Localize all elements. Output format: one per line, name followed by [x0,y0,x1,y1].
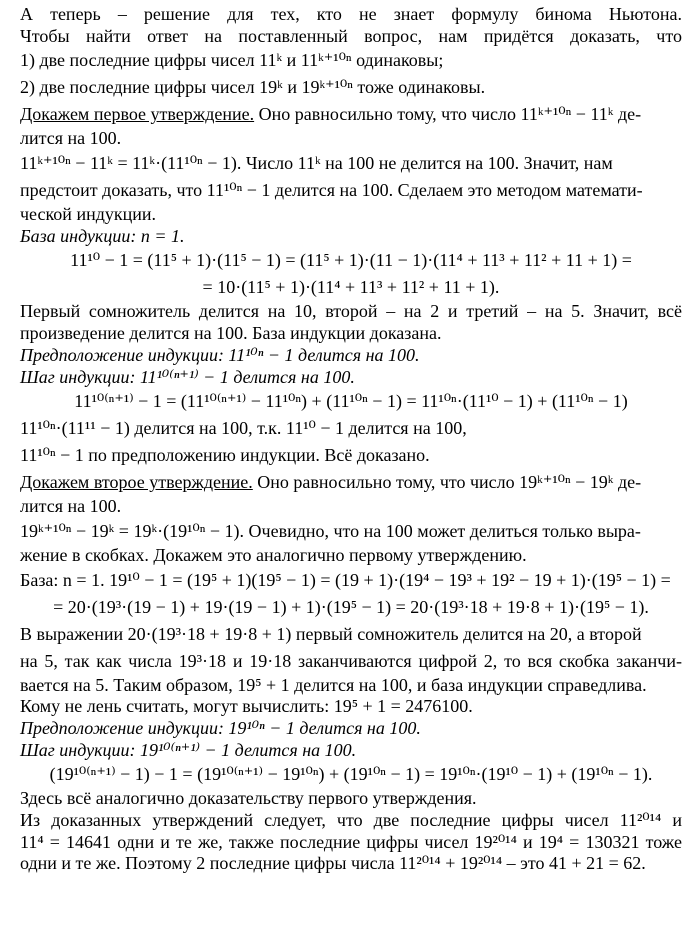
line-31: Шаг индукции: 19¹⁰⁽ⁿ⁺¹⁾ − 1 делится на 100. [20,739,357,760]
line-36: одни и те же. Поэтому 2 последние цифры числа 11²⁰¹⁴ + 19²⁰¹⁴ – это 41 + 21 = 62. [20,853,646,874]
line-9: ческой индукции. [20,204,157,225]
line-22: 19ᵏ⁺¹⁰ⁿ − 19ᵏ = 19ᵏ·(19¹⁰ⁿ − 1). Очевидно, что на 100 может делиться только выра- [20,520,641,541]
line-3: 1) две последние цифры чисел 11ᵏ и 11ᵏ⁺¹⁰ⁿ одинаковы; [20,50,444,71]
line-14: произведение делится на 100. База индукции доказана. [20,323,442,344]
line-5 [20,101,682,128]
line-8: предстоит доказать, что 11¹⁰ⁿ − 1 делится на 100. Сделаем это методом математи- [20,180,643,201]
claim-1-heading: Докажем первое утверждение. [20,104,255,125]
line-16: Шаг индукции: 11¹⁰⁽ⁿ⁺¹⁾ − 1 делится на 100. [20,366,355,387]
line-28: вается на 5. Таким образом, 19⁵ + 1 делится на 100, и база индукции справедлива. [20,674,647,695]
formula-2: = 10·(11⁵ + 1)·(11⁴ + 11³ + 11² + 11 + 1). [202,277,500,298]
line-34: Из доказанных утверждений следует, что две последние цифры чисел 11²⁰¹⁴ и [20,810,682,830]
line-26: В выражении 20·(19³·18 + 19·8 + 1) первый сомножитель делится на 20, а второй [20,623,642,644]
line-15: Предположение индукции: 11¹⁰ⁿ − 1 делится на 100. [20,344,420,365]
formula-5: = 20·(19³·(19 − 1) + 19·(19 − 1) + 1)·(19⁵ − 1) = 20·(19³·18 + 19·8 + 1)·(19⁵ − 1). [53,596,649,617]
line-30: Предположение индукции: 19¹⁰ⁿ − 1 делится на 100. [20,717,421,738]
claim-2-heading: Докажем второе утверждение. [20,472,253,493]
line-4: 2) две последние цифры чисел 19ᵏ и 19ᵏ⁺¹⁰ⁿ тоже одинаковы. [20,77,486,98]
formula-3: 11¹⁰⁽ⁿ⁺¹⁾ − 1 = (11¹⁰⁽ⁿ⁺¹⁾ − 11¹⁰ⁿ) + (11¹⁰ⁿ − 1) = 11¹⁰ⁿ·(11¹⁰ − 1) + (11¹⁰ⁿ − 1) [74,391,628,412]
line-2: Чтобы найти ответ на поставленный вопрос, нам придётся доказать, что [20,25,682,46]
claim-2-text: Оно равносильно тому, что число 19ᵏ⁺¹⁰ⁿ − 19ᵏ де- [252,472,642,493]
line-20 [20,469,682,496]
line-10: База индукции: n = 1. [20,225,185,246]
formula-1: 11¹⁰ − 1 = (11⁵ + 1)·(11⁵ − 1) = (11⁵ + 1)·(11 − 1)·(11⁴ + 11³ + 11² + 11 + 1) = [70,250,632,271]
formula-4: База: n = 1. 19¹⁰ − 1 = (19⁵ + 1)(19⁵ − 1) = (19 + 1)·(19⁴ − 19³ + 19² − 19 + 1)·(19⁵ − 1) = [20,569,671,590]
line-1: А теперь – решение для тех, кто не знает формулу бинома Ньютона. [20,4,682,24]
line-21: лится на 100. [20,496,122,517]
line-19: 11¹⁰ⁿ − 1 по предположению индукции. Всё доказано. [20,445,430,466]
line-27: на 5, так как числа 19³·18 и 19·18 заканчиваются цифрой 2, то вся скобка заканчи- [20,650,682,671]
line-13: Первый сомножитель делится на 10, второй – на 2 и третий – на 5. Значит, всё [20,301,682,322]
line-7: 11ᵏ⁺¹⁰ⁿ − 11ᵏ = 11ᵏ·(11¹⁰ⁿ − 1). Число 11ᵏ на 100 не делится на 100. Значит, нам [20,153,613,174]
line-6: лится на 100. [20,128,122,149]
claim-1-text: Оно равносильно тому, что число 11ᵏ⁺¹⁰ⁿ − 11ᵏ де- [254,104,642,125]
line-33: Здесь всё аналогично доказательству первого утверждения. [20,788,477,809]
line-35: 11⁴ = 14641 одни и те же, также последние цифры чисел 19²⁰¹⁴ и 19⁴ = 130321 тоже [20,831,682,852]
line-18: 11¹⁰ⁿ·(11¹¹ − 1) делится на 100, т.к. 11¹⁰ − 1 делится на 100, [20,418,467,439]
line-29: Кому не лень считать, могут вычислить: 19⁵ + 1 = 2476100. [20,696,473,717]
line-23: жение в скобках. Докажем это аналогично первому утверждению. [20,544,527,565]
formula-6: (19¹⁰⁽ⁿ⁺¹⁾ − 1) − 1 = (19¹⁰⁽ⁿ⁺¹⁾ − 19¹⁰ⁿ) + (19¹⁰ⁿ − 1) = 19¹⁰ⁿ·(19¹⁰ − 1) + (19¹⁰ⁿ − 1). [49,764,653,785]
